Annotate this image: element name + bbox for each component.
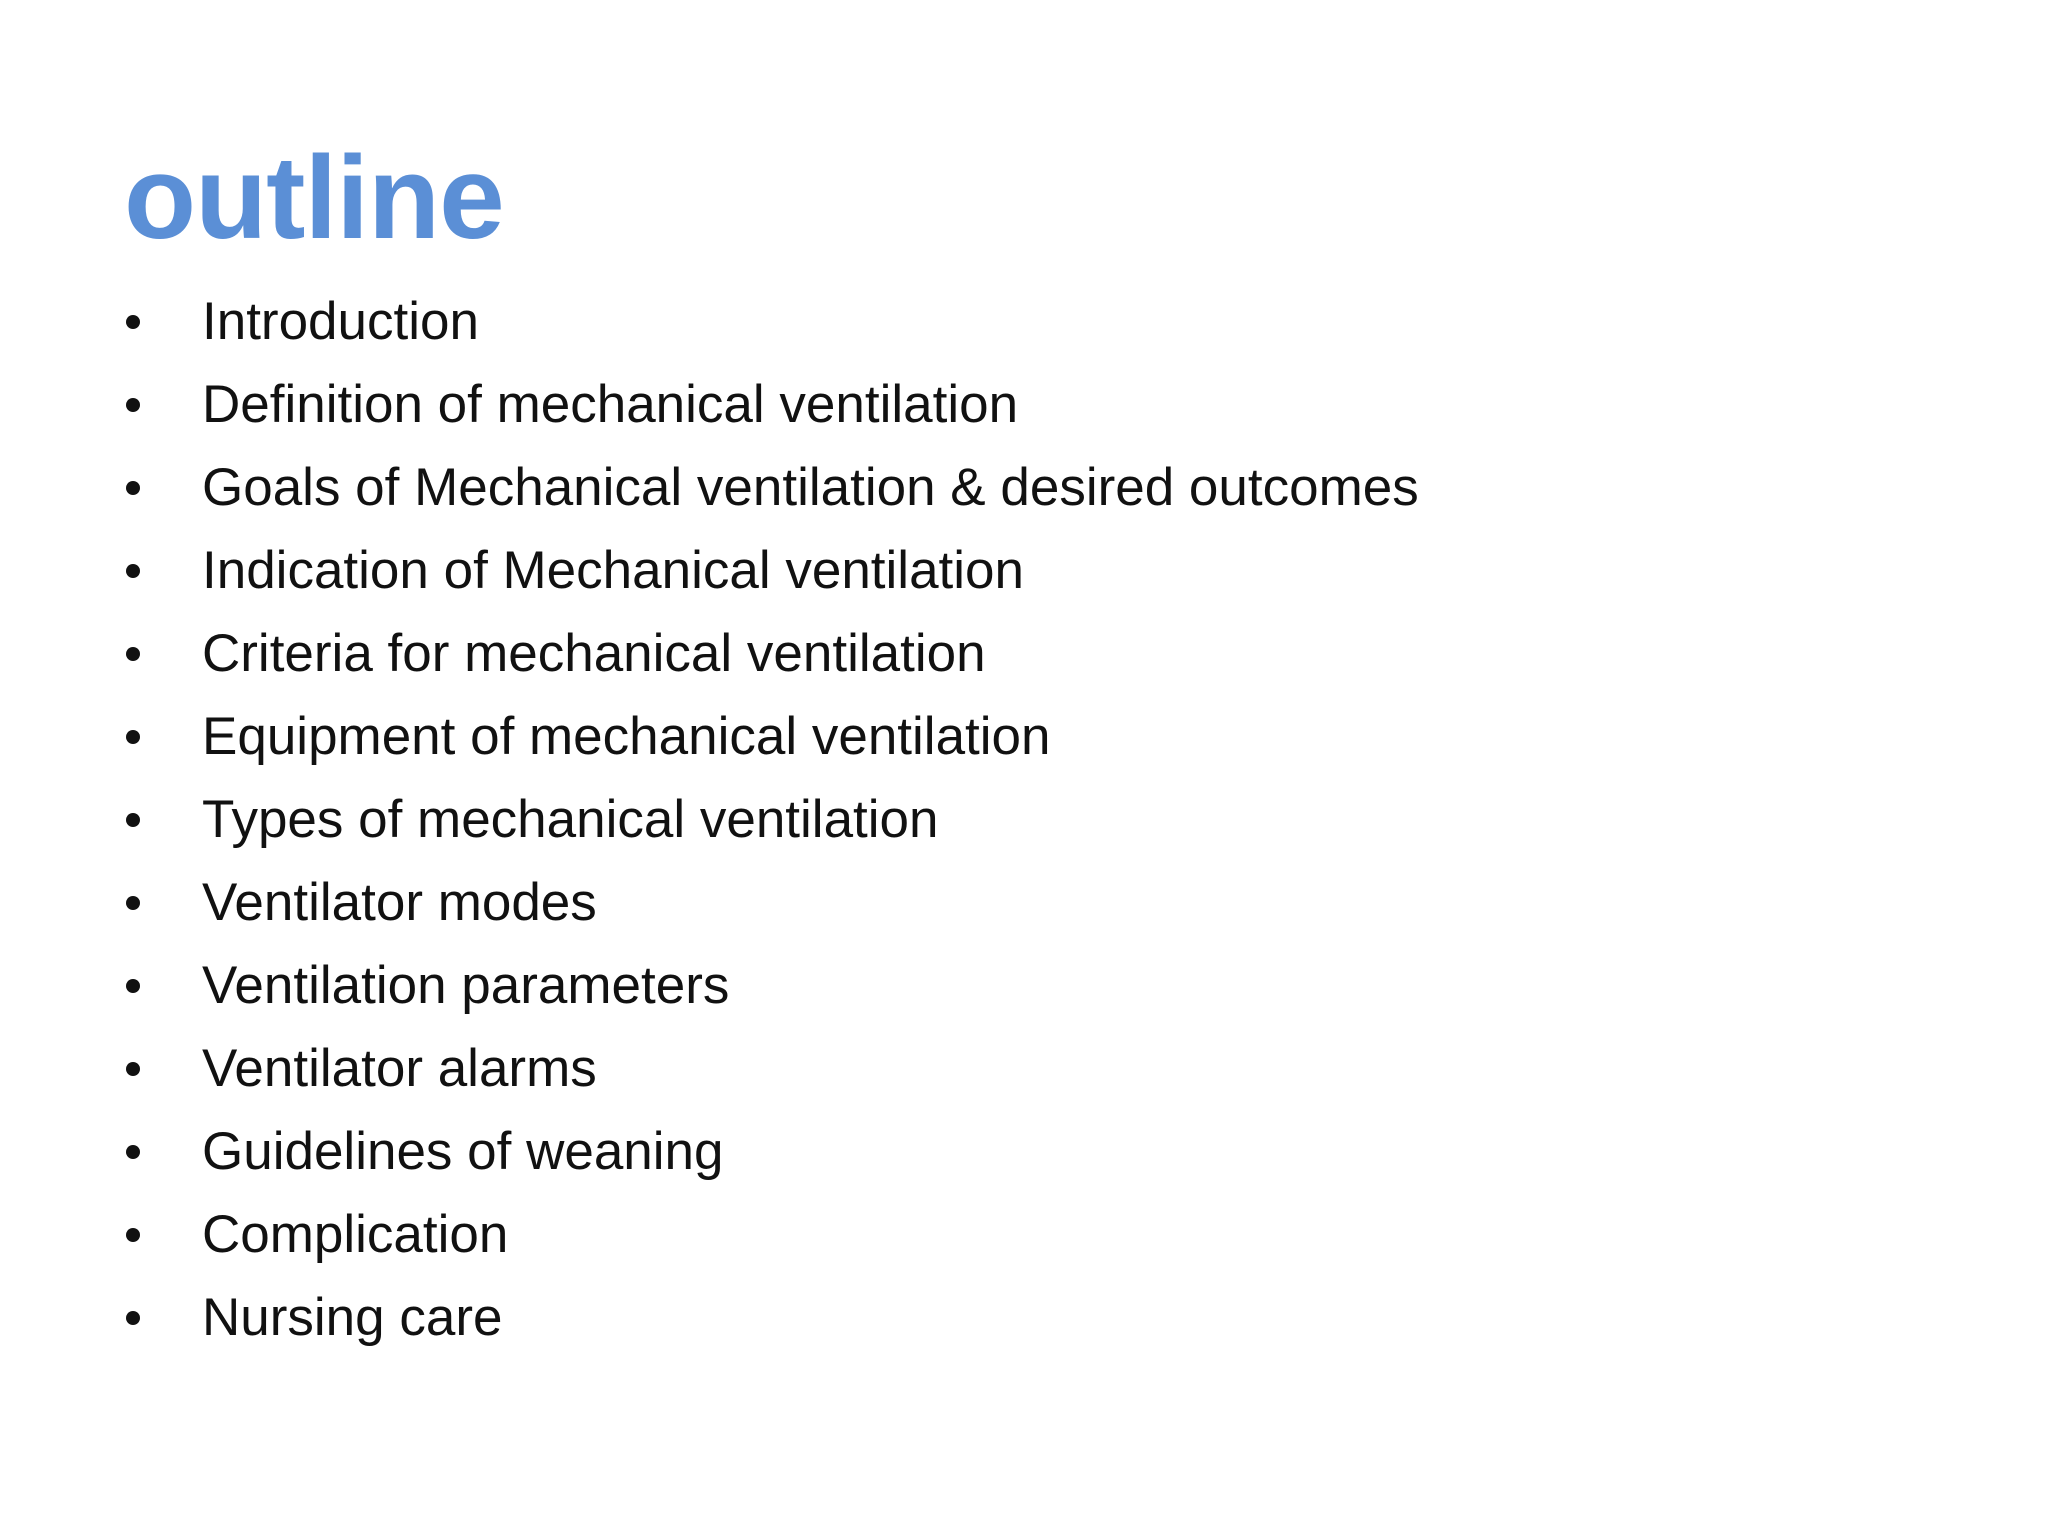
bullet-dot-icon [126,979,140,993]
list-item-text: Guidelines of weaning [202,1122,724,1181]
list-item-text: Equipment of mechanical ventilation [202,707,1051,766]
list-item-text: Introduction [202,292,479,351]
list-item-text: Definition of mechanical ventilation [202,375,1019,434]
bullet-dot-icon [126,1311,140,1325]
list-item-text: Complication [202,1205,509,1264]
list-item-text: Indication of Mechanical ventilation [202,541,1024,600]
bullet-dot-icon [126,1145,140,1159]
bullet-dot-icon [126,813,140,827]
list-item-text: Ventilation parameters [202,956,730,1015]
bullet-dot-icon [126,1062,140,1076]
bullet-dot-icon [126,481,140,495]
list-item-text: Ventilator alarms [202,1039,597,1098]
list-item-text: Nursing care [202,1288,503,1347]
list-item-text: Ventilator modes [202,873,597,932]
bullet-dot-icon [126,315,140,329]
bullet-dot-icon [126,1228,140,1242]
list-item-text: Types of mechanical ventilation [202,790,939,849]
bullet-dot-icon [126,564,140,578]
bullet-dot-icon [126,896,140,910]
list-item-text: Goals of Mechanical ventilation & desired outcomes [202,458,1419,517]
bullet-dot-icon [126,730,140,744]
list-item-text: Criteria for mechanical ventilation [202,624,986,683]
bullet-dot-icon [126,398,140,412]
bullet-dot-icon [126,647,140,661]
slide-title: outline [124,132,504,264]
